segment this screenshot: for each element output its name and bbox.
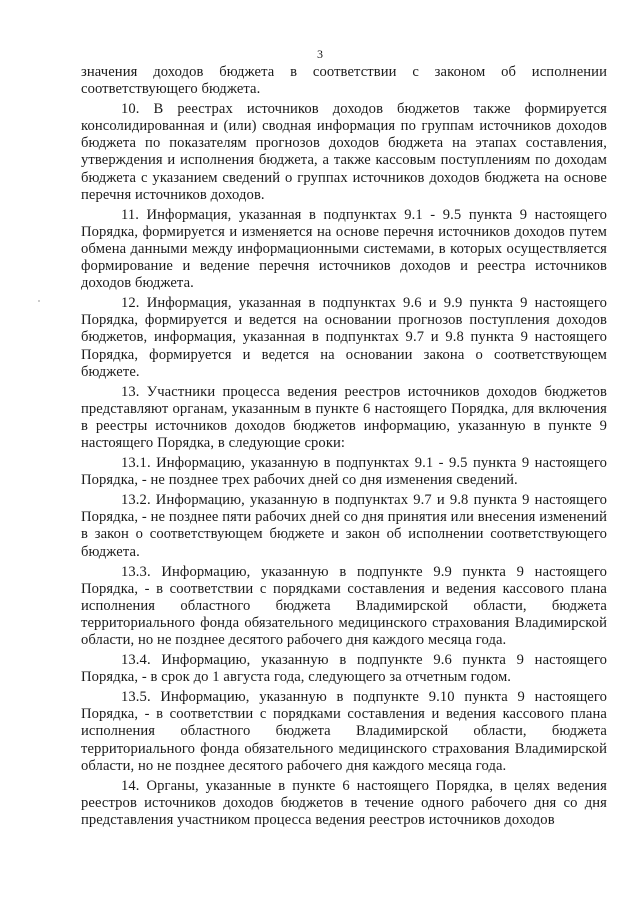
paragraph-13-5: 13.5. Информацию, указанную в подпункте 9.10 пункта 9 настоящего Порядка, - в соответствии с порядками составления и ведения кассового плана исполнения областного бюджета Владимирской области, бюджета территориального фонда обязательного медицинского страхования Владимирской области, но не позднее десятого рабочего дня каждого месяца года. xyxy=(81,689,607,774)
document-body xyxy=(81,64,607,832)
paragraph-13-2: 13.2. Информацию, указанную в подпунктах 9.7 и 9.8 пункта 9 настоящего Порядка, - не позднее пяти рабочих дней со дня принятия или внесения изменений в закон о соответствующем бюджете и закон об исполнении соответствующего бюджета. xyxy=(81,492,607,560)
paragraph-14: 14. Органы, указанные в пункте 6 настоящего Порядка, в целях ведения реестров источников доходов бюджетов в течение одного рабочего дня со дня представления участником процесса ведения реестров источников доходов xyxy=(81,777,607,828)
page-number: 3 xyxy=(317,47,323,61)
paragraph-13-3: 13.3. Информацию, указанную в подпункте 9.9 пункта 9 настоящего Порядка, - в соответствии с порядками составления и ведения кассового плана исполнения областного бюджета Владимирской области, бюджета территориального фонда обязательного медицинского страхования Владимирской области, но не позднее десятого рабочего дня каждого месяца года. xyxy=(81,563,607,648)
paragraph-12: 12. Информация, указанная в подпунктах 9.6 и 9.9 пункта 9 настоящего Порядка, формируется и ведется на основании прогнозов поступления доходов бюджетов, информация, указанная в подпунктах 9.7 и 9.8 пункта 9 настоящего Порядка, формируется и ведется на основании закона о соответствующем бюджете. xyxy=(81,295,607,380)
scan-speck xyxy=(38,300,40,302)
paragraph-13-1: 13.1. Информацию, указанную в подпунктах 9.1 - 9.5 пункта 9 настоящего Порядка, - не позднее трех рабочих дней со дня изменения сведений. xyxy=(81,455,607,489)
paragraph-11: 11. Информация, указанная в подпунктах 9.1 - 9.5 пункта 9 настоящего Порядка, формируется и изменяется на основе перечня источников доходов путем обмена данными между информационными системами, в которых осуществляется формирование и ведение перечня источников доходов и реестра источников доходов бюджета. xyxy=(81,206,607,292)
paragraph-13: 13. Участники процесса ведения реестров источников доходов бюджетов представляют органам, указанным в пункте 6 настоящего Порядка, для включения в реестры источников доходов бюджетов информацию, указанную в пункте 9 настоящего Порядка, в следующие сроки: xyxy=(81,383,607,451)
paragraph-continuation: значения доходов бюджета в соответствии с законом об исполнении соответствующего бюджета. xyxy=(81,64,607,98)
paragraph-13-4: 13.4. Информацию, указанную в подпункте 9.6 пункта 9 настоящего Порядка, - в срок до 1 августа года, следующего за отчетным годом. xyxy=(81,652,607,686)
paragraph-10: 10. В реестрах источников доходов бюджетов также формируется консолидированная и (или) сводная информация по группам источников доходов бюджета по показателям прогнозов доходов бюджета на этапах составления, утверждения и исполнения бюджета, а также кассовым поступлениям по доходам бюджета с указанием сведений о группах источников доходов бюджета на основе перечня источников доходов. xyxy=(81,101,607,203)
